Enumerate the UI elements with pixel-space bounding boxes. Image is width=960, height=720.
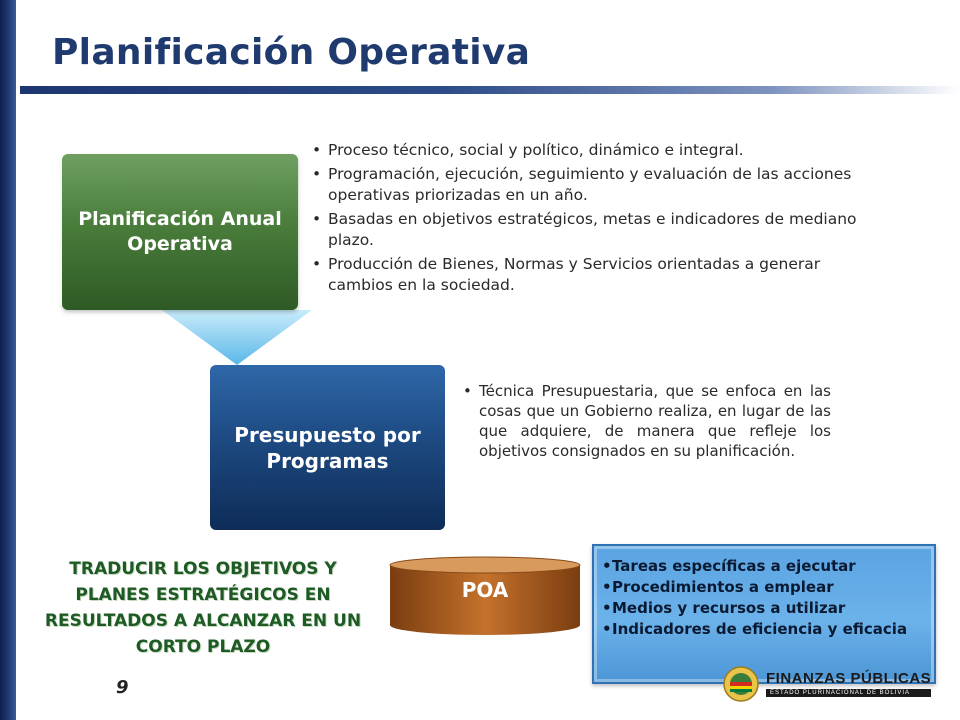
finanzas-publicas-logo: [722, 664, 954, 704]
callout-text: TRADUCIR LOS OBJETIVOS Y PLANES ESTRATÉGICOS EN RESULTADOS A ALCANZAR EN UN CORTO PLAZO: [44, 559, 362, 657]
planificacion-anual-operativa-box: [62, 154, 298, 310]
list-item: • Producción de Bienes, Normas y Servicios orientadas a generar cambios en la sociedad.: [312, 254, 872, 296]
tasks-list: [602, 556, 907, 640]
list-item: • Tareas específicas a ejecutar: [602, 556, 907, 577]
list-item: • Basadas en objetivos estratégicos, metas e indicadores de mediano plazo.: [312, 209, 872, 251]
list-item: • Indicadores de eficiencia y eficacia: [602, 619, 907, 640]
list-item: • Proceso técnico, social y político, dinámico e integral.: [312, 140, 872, 161]
title-underline: [20, 86, 960, 94]
ppp-label: Presupuesto por Programas: [234, 422, 421, 473]
page-number: 9: [116, 677, 129, 698]
list-item: • Programación, ejecución, seguimiento y evaluación de las acciones operativas priorizadas en un año.: [312, 164, 872, 206]
tasks-box: [592, 544, 936, 684]
list-item: • Técnica Presupuestaria, que se enfoca en las cosas que un Gobierno realiza, en lugar de las que adquiere, de manera que refleje los objetivos consignados en su planificación.: [463, 381, 831, 461]
poa-label: POA: [461, 578, 509, 602]
slide-title: Planificación Operativa: [52, 32, 531, 73]
pao-bullet-list: [312, 140, 872, 299]
pao-label: Planificación Anual Operativa: [78, 208, 282, 255]
logo-main-text: FINANZAS PÚBLICAS: [766, 670, 932, 687]
presupuesto-por-programas-box: [210, 365, 445, 530]
logo-sub-text: ESTADO PLURINACIONAL DE BOLIVIA: [766, 689, 931, 697]
list-item: • Procedimientos a emplear: [602, 577, 907, 598]
ppp-bullet-list: [463, 381, 831, 461]
left-accent-bar: [0, 0, 16, 720]
list-item: • Medios y recursos a utilizar: [602, 598, 907, 619]
bolivia-seal-icon: [722, 665, 760, 703]
down-arrow-icon: [162, 310, 312, 365]
